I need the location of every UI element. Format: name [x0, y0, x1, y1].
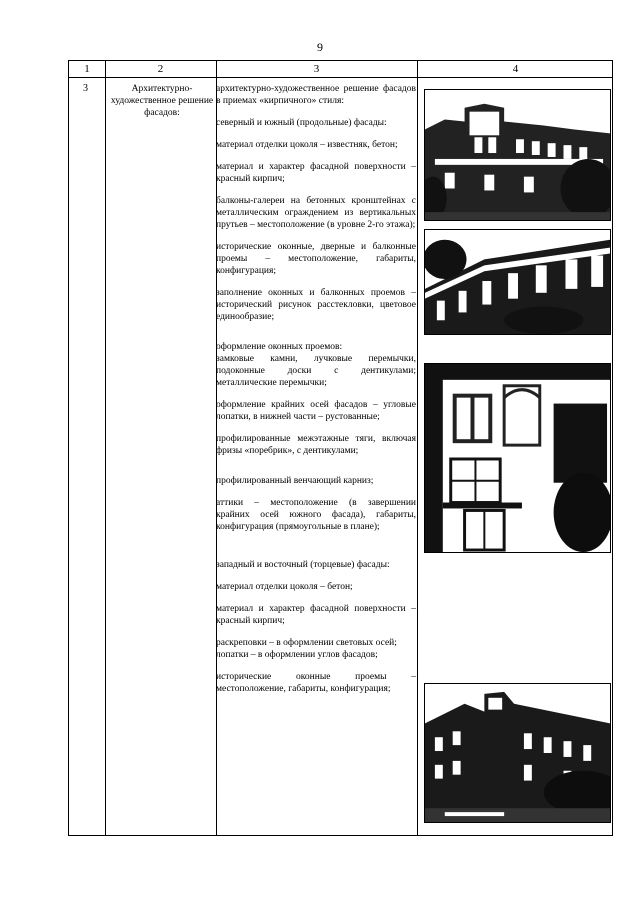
feature-item: раскреповки – в оформлении световых осей; — [216, 638, 397, 648]
section-title: Архитектурно-художественное решение фасадов: — [110, 84, 214, 118]
column-divider — [417, 61, 418, 835]
row-number: 3 — [83, 83, 88, 94]
header-divider — [69, 77, 612, 78]
feature-item: исторические оконные проемы – местоположение, габариты, конфигурация; — [216, 672, 416, 694]
feature-item: архитектурно-художественное решение фасадов в приемах «кирпичного» стиля: — [216, 84, 416, 106]
protected-features-table — [68, 60, 613, 836]
column-divider — [105, 61, 106, 835]
feature-item: материал и характер фасадной поверхности – красный кирпич; — [216, 162, 416, 184]
facade-photo-1 — [424, 89, 611, 221]
feature-item: северный и южный (продольные) фасады: — [216, 118, 387, 128]
feature-item: материал отделки цоколя – бетон; — [216, 582, 353, 592]
feature-item: замковые камни, лучковые перемычки, подоконные доски с дентикулами; металлические перемычки; — [216, 354, 416, 388]
feature-item: материал и характер фасадной поверхности – красный кирпич; — [216, 604, 416, 626]
feature-item: оформление крайних осей фасадов – угловые лопатки, в нижней части – рустованные; — [216, 400, 416, 422]
column-header-2: 2 — [157, 63, 164, 75]
feature-item: профилированные межэтажные тяги, включая фризы «поребрик», с дентикулами; — [216, 434, 416, 456]
column-header-1: 1 — [84, 63, 90, 75]
feature-item: оформление оконных проемов: — [216, 342, 343, 352]
column-header-3: 3 — [313, 63, 320, 75]
facade-photo-2 — [424, 229, 611, 335]
feature-item: западный и восточный (торцевые) фасады: — [216, 560, 390, 570]
feature-item: профилированный венчающий карниз; — [216, 476, 374, 486]
page-number: 9 — [317, 40, 323, 54]
feature-item: материал отделки цоколя – известняк, бетон; — [216, 140, 398, 150]
feature-item: аттики – местоположение (в завершении крайних осей южного фасада), габариты, конфигурация (прямоугольные в плане); — [216, 498, 416, 532]
feature-item: лопатки – в оформлении углов фасадов; — [216, 650, 378, 660]
facade-photo-4 — [424, 683, 611, 823]
feature-item: балконы-галереи на бетонных кронштейнах с металлическим ограждением из вертикальных прутьев – местоположение (в уровне 2-го этажа); — [216, 196, 416, 230]
column-header-4: 4 — [512, 63, 519, 75]
facade-photo-3 — [424, 363, 611, 553]
feature-item: заполнение оконных и балконных проемов – исторический рисунок расстекловки, цветовое единообразие; — [216, 288, 416, 322]
feature-item: исторические оконные, дверные и балконные проемы – местоположение, габариты, конфигурация; — [216, 242, 416, 276]
features-list — [216, 83, 416, 695]
